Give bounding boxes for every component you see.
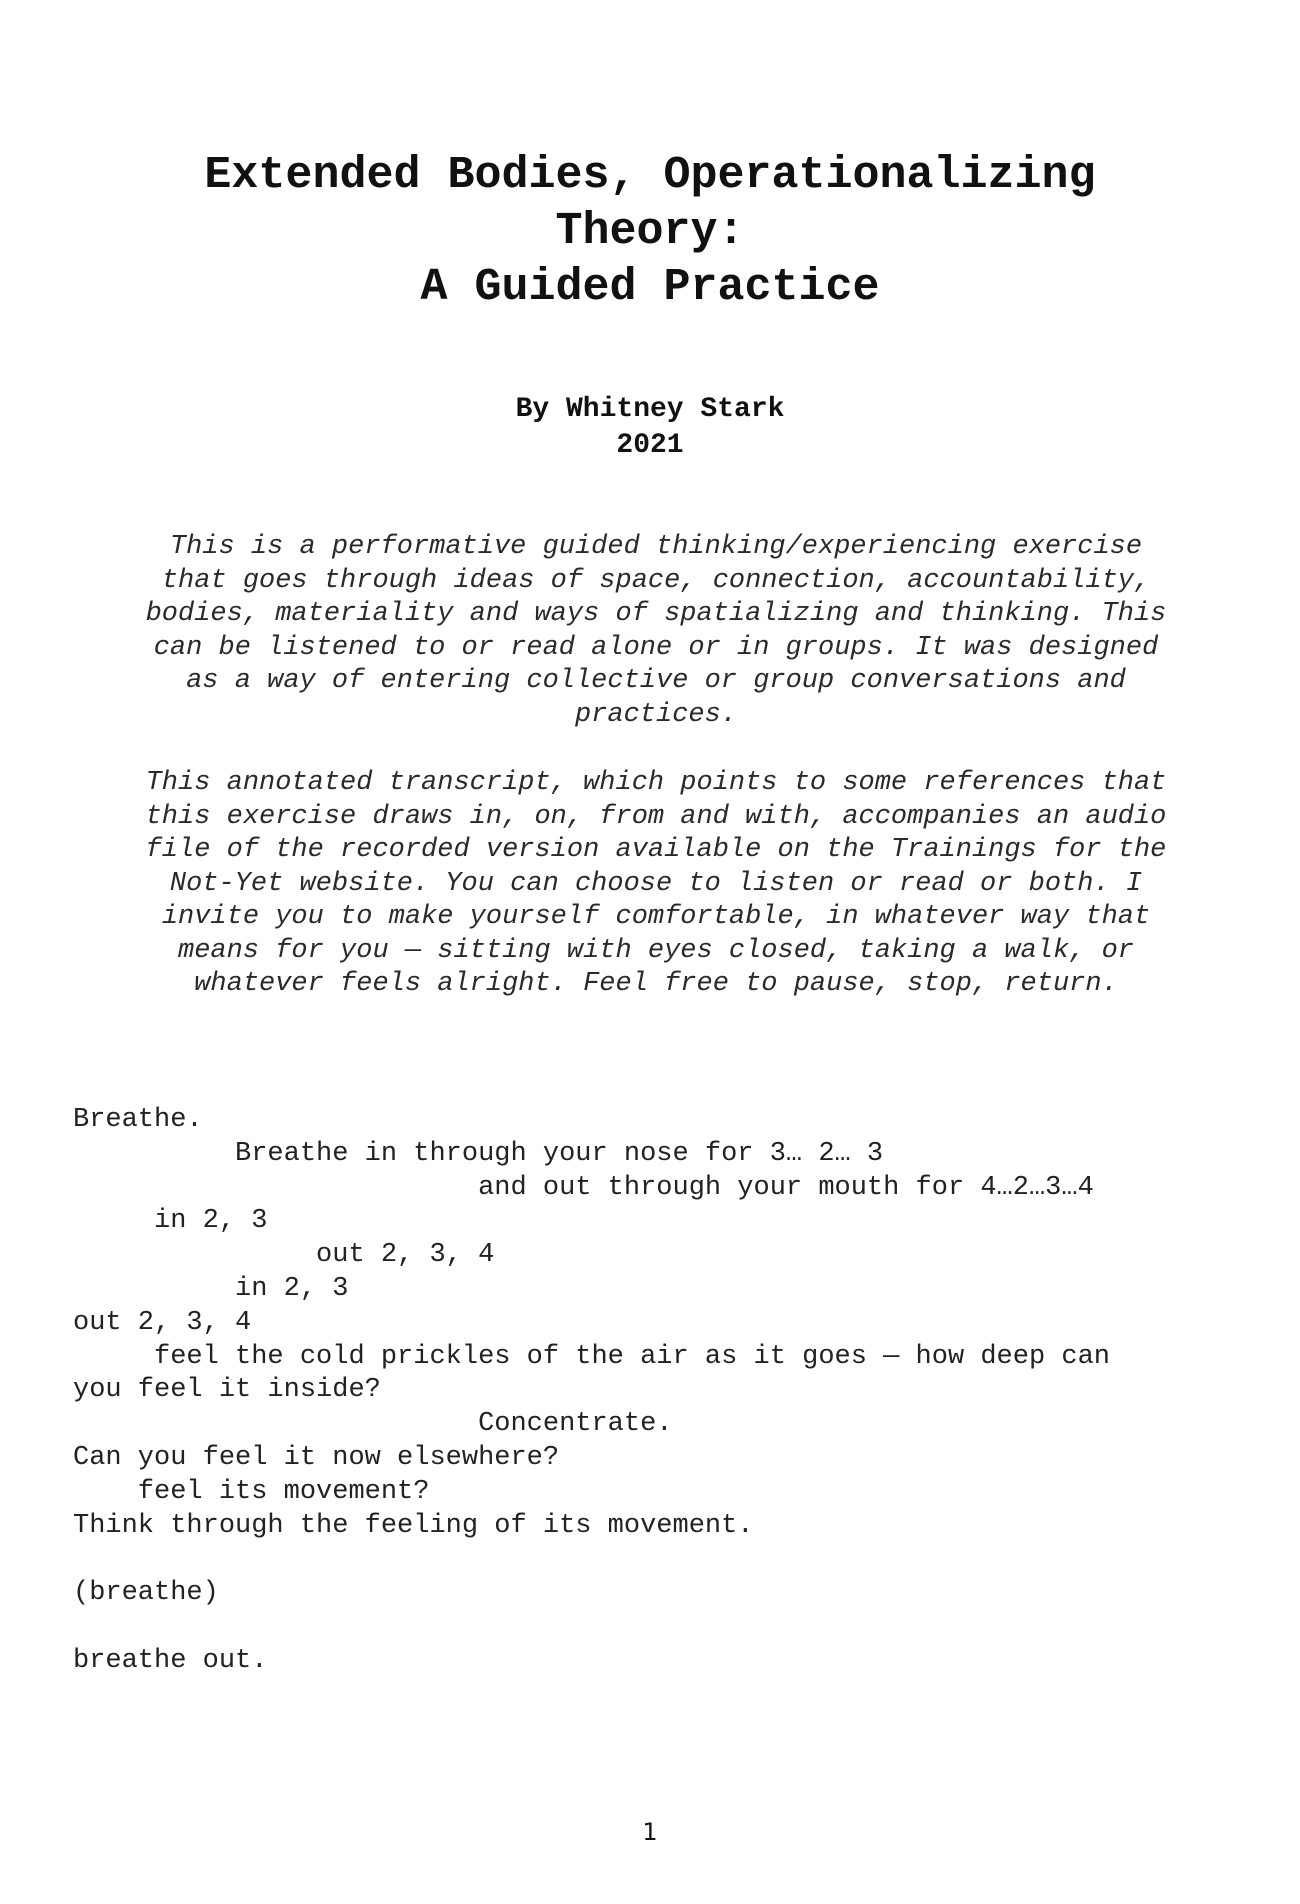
practice-line xyxy=(73,1611,1253,1645)
intro-line: invite you to make yourself comfortable, in whatever way that xyxy=(161,902,1151,932)
page-number: 1 xyxy=(642,1818,658,1846)
intro-paragraph xyxy=(86,767,1226,1002)
intro-line: This annotated transcript, which points to some references that xyxy=(145,768,1167,798)
document-title xyxy=(60,148,1240,316)
year: 2021 xyxy=(616,430,684,461)
title-line: Extended Bodies, Operationalizing xyxy=(204,150,1096,201)
practice-line xyxy=(73,1543,1253,1577)
practice-line: out 2, 3, 4 xyxy=(73,1240,495,1271)
practice-line: Breathe in through your nose for 3… 2… 3 xyxy=(73,1138,884,1169)
intro-paragraph xyxy=(86,531,1226,732)
author: By Whitney Stark xyxy=(515,394,785,425)
practice-text xyxy=(73,1104,1253,1679)
practice-line: feel the cold prickles of the air as it goes — how deep can xyxy=(73,1341,1110,1372)
intro-line: practices. xyxy=(574,699,738,730)
intro-line: as a way of entering collective or group conversations and xyxy=(186,666,1126,696)
practice-line: in 2, 3 xyxy=(73,1273,349,1304)
intro-line: file of the recorded version available on the Trainings for the xyxy=(145,835,1167,865)
intro-line: whatever feels alright. Feel free to pause, stop, return. xyxy=(194,969,1118,999)
intro-line: that goes through ideas of space, connection, accountability, xyxy=(161,565,1151,596)
practice-line: Can you feel it now elsewhere? xyxy=(73,1442,560,1473)
byline xyxy=(60,392,1240,464)
practice-line: Breathe. xyxy=(73,1105,203,1135)
practice-line: you feel it inside? xyxy=(73,1375,381,1406)
title-line: Theory: xyxy=(555,206,745,257)
intro-line: This is a performative guided thinking/experiencing exercise xyxy=(169,532,1143,562)
practice-line: feel its movement? xyxy=(73,1476,430,1507)
intro-line: means for you — sitting with eyes closed, taking a walk, or xyxy=(178,935,1134,966)
practice-line: in 2, 3 xyxy=(73,1206,268,1237)
title-line: A Guided Practice xyxy=(420,262,880,313)
practice-line: breathe out. xyxy=(73,1645,268,1676)
intro-line: can be listened to or read alone or in groups. It was designed xyxy=(153,632,1159,663)
practice-line: (breathe) xyxy=(73,1578,219,1609)
practice-line: Think through the feeling of its movement. xyxy=(73,1510,754,1541)
practice-line: and out through your mouth for 4…2…3…4 xyxy=(73,1172,1094,1203)
intro-line: this exercise draws in, on, from and with, accompanies an audio xyxy=(145,801,1167,832)
practice-line: out 2, 3, 4 xyxy=(73,1307,252,1338)
intro-line: bodies, materiality and ways of spatializing and thinking. This xyxy=(145,599,1167,629)
intro-line: Not-Yet website. You can choose to listen or read or both. I xyxy=(169,868,1143,899)
practice-line: Concentrate. xyxy=(73,1409,673,1440)
